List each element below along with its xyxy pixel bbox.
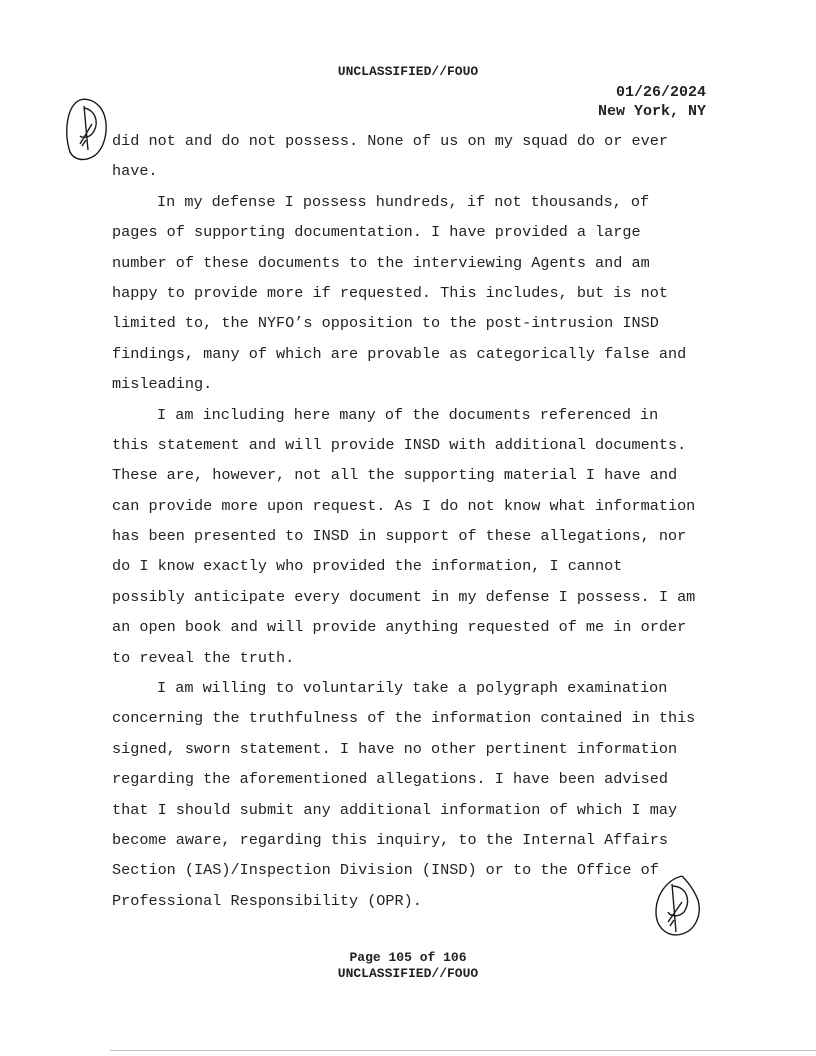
statement-line: I am willing to voluntarily take a polygraph examination	[157, 679, 668, 698]
handwritten-initials-icon	[648, 872, 704, 942]
statement-line: findings, many of which are provable as categorically false and	[112, 344, 687, 363]
statement-line: did not and do not possess. None of us on my squad do or ever	[112, 132, 668, 150]
statement-date: 01/26/2024	[615, 84, 706, 101]
statement-location: New York, NY	[597, 103, 706, 120]
statement-body	[112, 126, 712, 916]
statement-line: regarding the aforementioned allegations. I have been advised	[112, 770, 668, 789]
statement-line: that I should submit any additional information of which I may	[112, 800, 678, 819]
statement-line: misleading.	[112, 375, 213, 394]
statement-line: concerning the truthfulness of the information contained in this	[112, 709, 696, 728]
statement-line: do I know exactly who provided the information, I cannot	[112, 557, 623, 576]
page-number: Page 105 of 106	[349, 950, 467, 965]
statement-line: possibly anticipate every document in my defense I possess. I am	[112, 587, 696, 606]
scan-edge-divider	[110, 1050, 816, 1051]
statement-line: to reveal the truth.	[112, 648, 295, 667]
statement-line: happy to provide more if requested. This includes, but is not	[112, 283, 668, 302]
footer-classification: UNCLASSIFIED//FOUO	[337, 966, 479, 981]
statement-line: this statement and will provide INSD with additional documents.	[112, 435, 687, 454]
statement-line: In my defense I possess hundreds, if not thousands, of	[157, 192, 650, 211]
statement-line: I am including here many of the documents referenced in	[157, 405, 659, 424]
statement-line: limited to, the NYFO’s opposition to the post-intrusion INSD	[112, 314, 659, 333]
statement-line: an open book and will provide anything requested of me in order	[112, 618, 687, 637]
statement-line: Professional Responsibility (OPR).	[112, 891, 422, 910]
header-classification: UNCLASSIFIED//FOUO	[337, 64, 479, 79]
statement-line: have.	[112, 162, 158, 181]
handwritten-initials-icon	[62, 94, 112, 164]
statement-line: Section (IAS)/Inspection Division (INSD) or to the Office of	[112, 861, 659, 880]
statement-line: has been presented to INSD in support of these allegations, nor	[112, 527, 687, 546]
statement-line: number of these documents to the interviewing Agents and am	[112, 253, 650, 272]
statement-line: pages of supporting documentation. I have provided a large	[112, 223, 641, 242]
statement-line: signed, sworn statement. I have no other pertinent information	[112, 739, 678, 758]
statement-line: become aware, regarding this inquiry, to the Internal Affairs	[112, 830, 668, 849]
statement-line: These are, however, not all the supporting material I have and	[112, 466, 678, 485]
statement-line: can provide more upon request. As I do not know what information	[112, 496, 696, 515]
